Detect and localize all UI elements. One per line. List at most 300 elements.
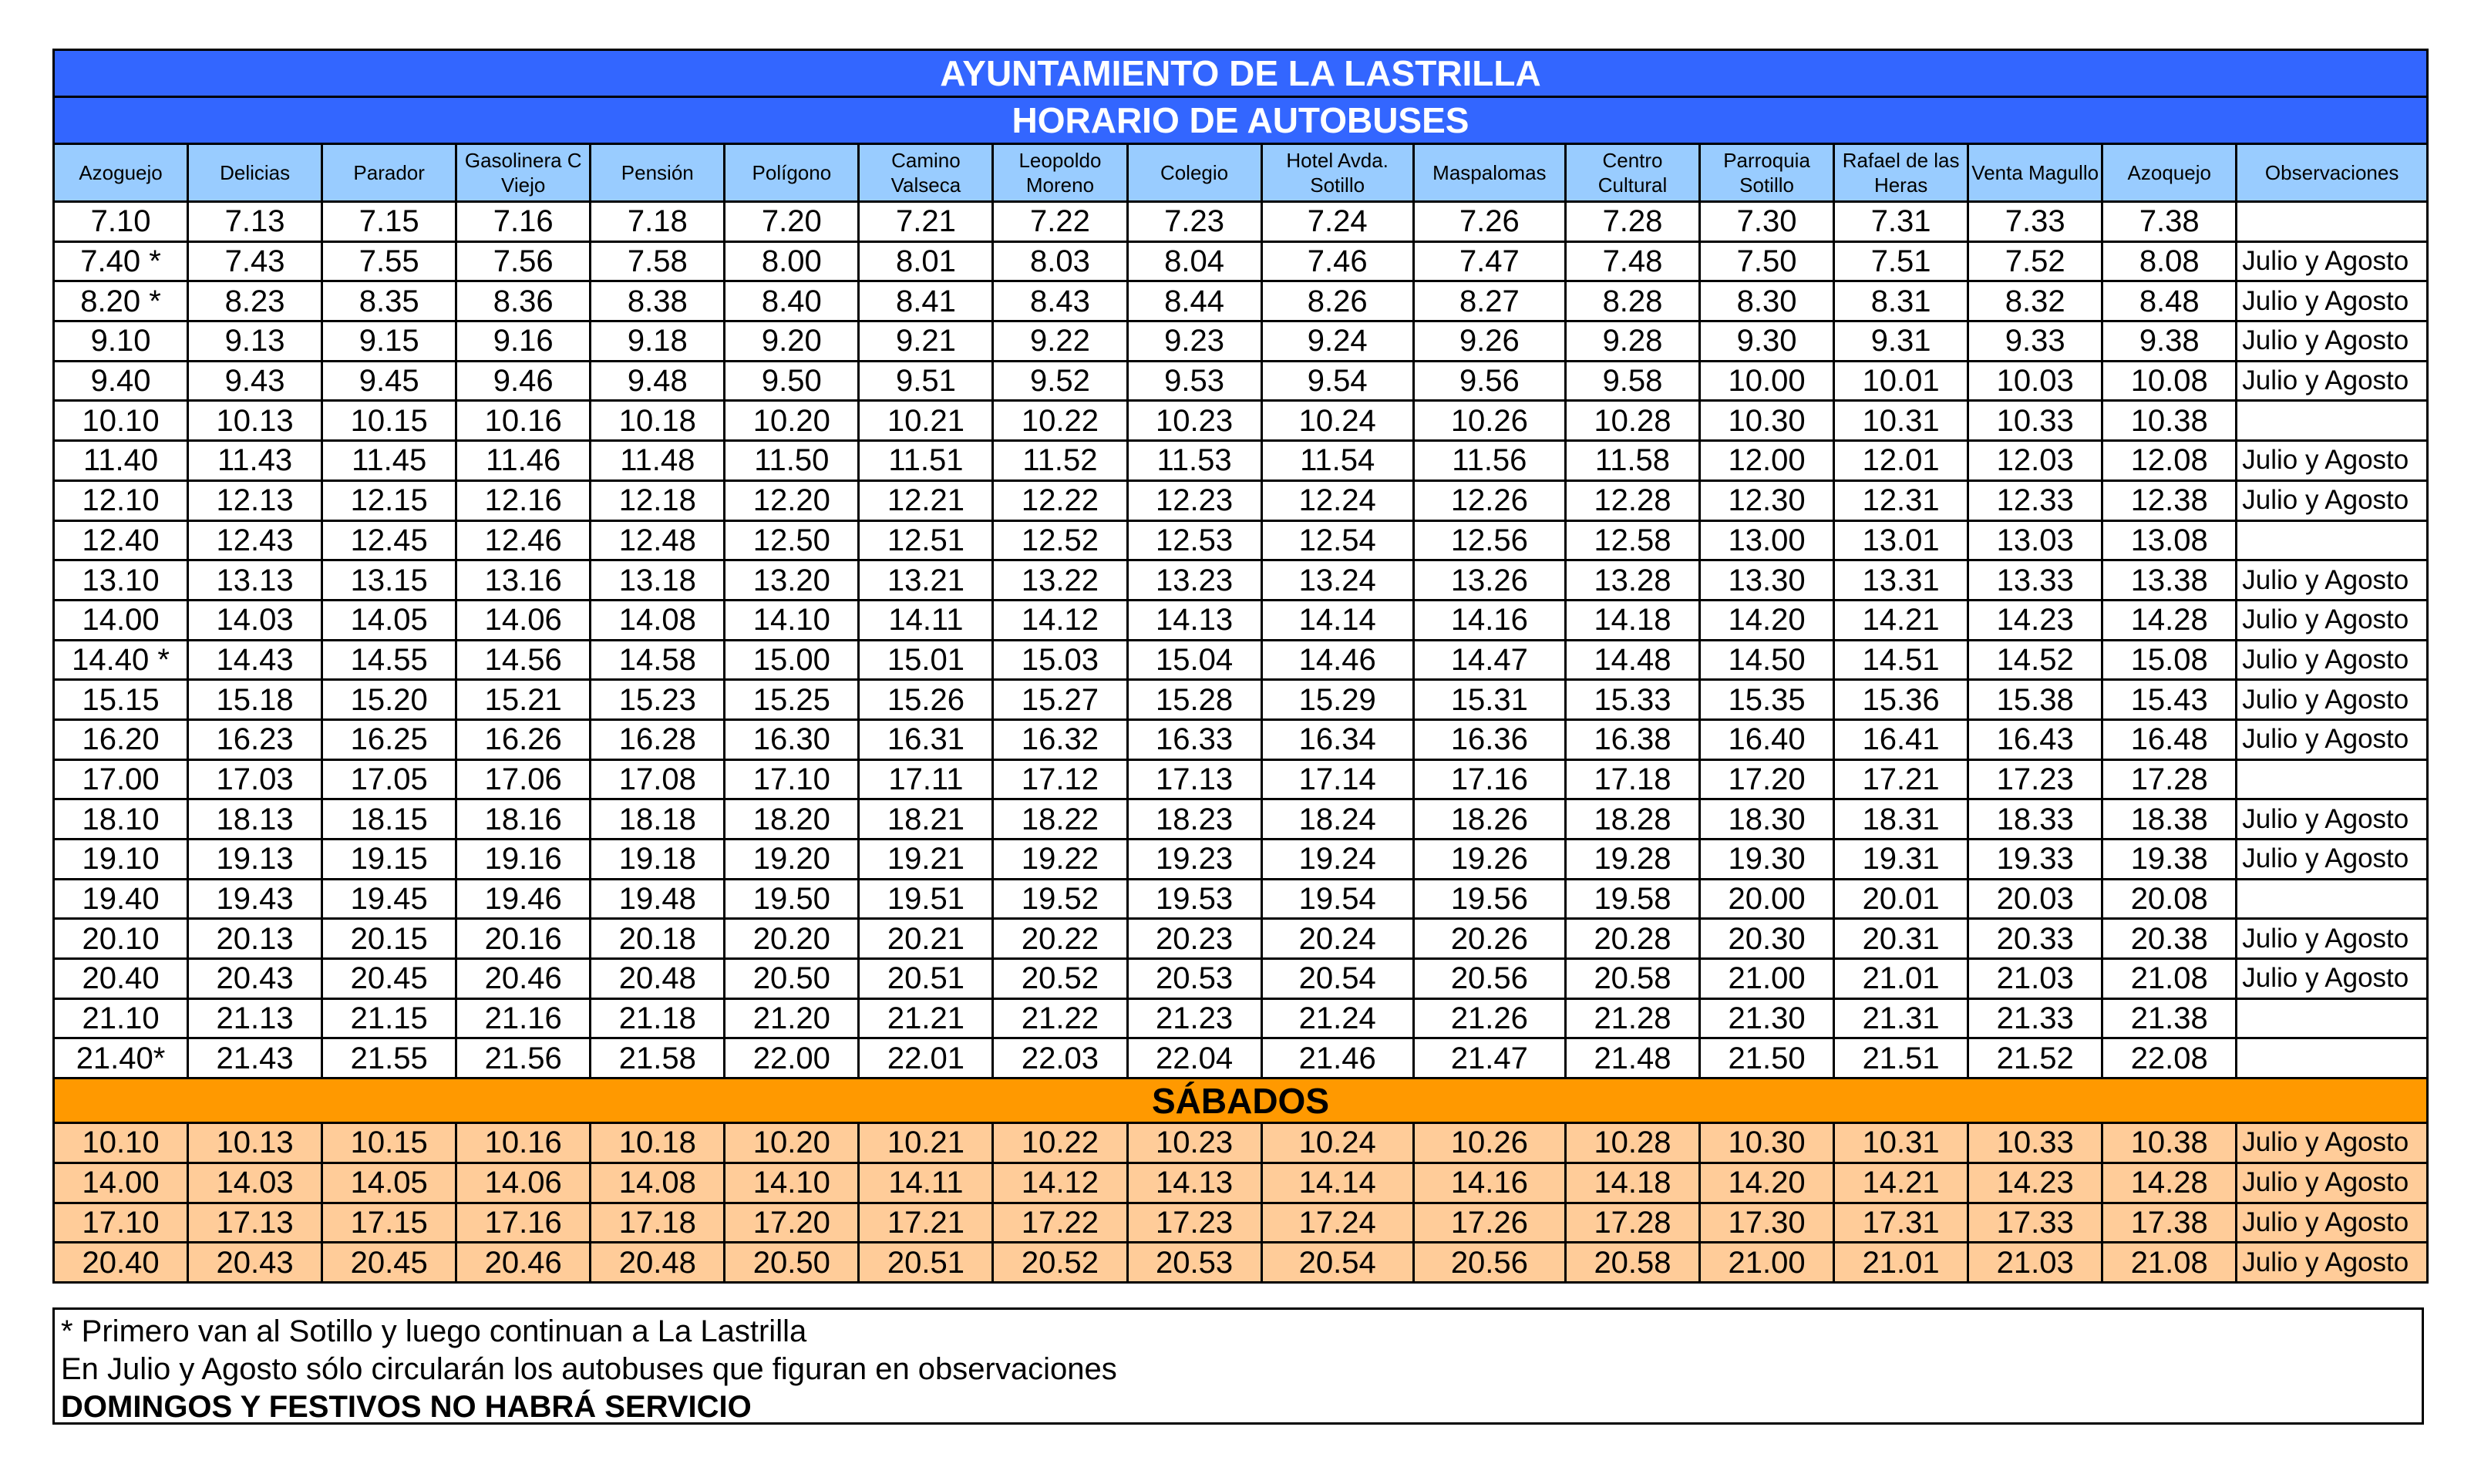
table-row (54, 321, 2428, 362)
time-cell: 8.03 (993, 241, 1127, 281)
time-cell: 9.54 (1261, 361, 1413, 401)
time-cell: 10.31 (1834, 1123, 1968, 1163)
time-cell: 20.03 (1968, 879, 2102, 919)
time-cell: 14.06 (456, 600, 591, 640)
time-cell: 16.26 (456, 719, 591, 759)
time-cell: 21.18 (591, 998, 725, 1038)
time-cell: 20.33 (1968, 919, 2102, 959)
time-cell: 9.30 (1700, 321, 1834, 362)
table-row (54, 241, 2428, 281)
time-cell: 17.21 (1834, 759, 1968, 799)
time-cell: 16.33 (1127, 719, 1261, 759)
time-cell: 20.01 (1834, 879, 1968, 919)
time-cell: 14.16 (1413, 1163, 1565, 1203)
time-cell: 13.21 (859, 560, 993, 601)
observation-cell: Julio y Agosto (2237, 919, 2428, 959)
time-cell: 15.35 (1700, 680, 1834, 720)
time-cell: 17.31 (1834, 1203, 1968, 1243)
time-cell: 21.16 (456, 998, 591, 1038)
time-cell: 20.16 (456, 919, 591, 959)
time-cell: 10.23 (1127, 1123, 1261, 1163)
time-cell: 7.48 (1565, 241, 1699, 281)
time-cell: 15.38 (1968, 680, 2102, 720)
time-cell: 19.38 (2102, 840, 2237, 880)
time-cell: 14.55 (322, 640, 456, 680)
time-cell: 7.52 (1968, 241, 2102, 281)
observation-cell (2237, 520, 2428, 560)
time-cell: 14.16 (1413, 600, 1565, 640)
time-cell: 11.50 (725, 441, 859, 481)
time-cell: 20.08 (2102, 879, 2237, 919)
time-cell: 12.21 (859, 480, 993, 520)
time-cell: 19.28 (1565, 840, 1699, 880)
time-cell: 16.23 (188, 719, 322, 759)
time-cell: 7.46 (1261, 241, 1413, 281)
time-cell: 18.23 (1127, 799, 1261, 840)
time-cell: 12.15 (322, 480, 456, 520)
saturday-heading: SÁBADOS (54, 1079, 2428, 1123)
time-cell: 16.34 (1261, 719, 1413, 759)
time-cell: 16.36 (1413, 719, 1565, 759)
time-cell: 20.15 (322, 919, 456, 959)
time-cell: 7.16 (456, 202, 591, 242)
time-cell: 14.00 (54, 1163, 188, 1203)
time-cell: 9.48 (591, 361, 725, 401)
time-cell: 18.10 (54, 799, 188, 840)
table-row (54, 799, 2428, 840)
time-cell: 10.15 (322, 401, 456, 441)
table-row (54, 998, 2428, 1038)
time-cell: 8.23 (188, 281, 322, 321)
table-row (54, 480, 2428, 520)
observation-cell (2237, 401, 2428, 441)
time-cell: 10.28 (1565, 401, 1699, 441)
time-cell: 20.00 (1700, 879, 1834, 919)
time-cell: 20.38 (2102, 919, 2237, 959)
time-cell: 7.20 (725, 202, 859, 242)
time-cell: 13.13 (188, 560, 322, 601)
time-cell: 15.27 (993, 680, 1127, 720)
observation-cell: Julio y Agosto (2237, 840, 2428, 880)
time-cell: 13.30 (1700, 560, 1834, 601)
time-cell: 22.03 (993, 1038, 1127, 1079)
time-cell: 9.26 (1413, 321, 1565, 362)
time-cell: 17.18 (1565, 759, 1699, 799)
time-cell: 21.46 (1261, 1038, 1413, 1079)
time-cell: 10.33 (1968, 401, 2102, 441)
time-cell: 21.58 (591, 1038, 725, 1079)
time-cell: 21.33 (1968, 998, 2102, 1038)
time-cell: 20.52 (993, 1243, 1127, 1283)
time-cell: 14.21 (1834, 600, 1968, 640)
observation-cell: Julio y Agosto (2237, 321, 2428, 362)
observation-cell: Julio y Agosto (2237, 680, 2428, 720)
time-cell: 10.03 (1968, 361, 2102, 401)
time-cell: 10.18 (591, 1123, 725, 1163)
time-cell: 18.20 (725, 799, 859, 840)
time-cell: 17.05 (322, 759, 456, 799)
time-cell: 10.26 (1413, 401, 1565, 441)
time-cell: 9.43 (188, 361, 322, 401)
table-row (54, 281, 2428, 321)
time-cell: 21.28 (1565, 998, 1699, 1038)
time-cell: 8.38 (591, 281, 725, 321)
time-cell: 13.20 (725, 560, 859, 601)
time-cell: 16.32 (993, 719, 1127, 759)
time-cell: 19.16 (456, 840, 591, 880)
time-cell: 21.40* (54, 1038, 188, 1079)
time-cell: 16.31 (859, 719, 993, 759)
time-cell: 14.52 (1968, 640, 2102, 680)
time-cell: 17.15 (322, 1203, 456, 1243)
column-header: Gasolinera C Viejo (456, 144, 591, 202)
time-cell: 17.08 (591, 759, 725, 799)
time-cell: 15.01 (859, 640, 993, 680)
time-cell: 12.00 (1700, 441, 1834, 481)
observation-cell (2237, 1038, 2428, 1079)
time-cell: 8.43 (993, 281, 1127, 321)
time-cell: 20.45 (322, 959, 456, 999)
time-cell: 12.20 (725, 480, 859, 520)
time-cell: 16.41 (1834, 719, 1968, 759)
time-cell: 14.43 (188, 640, 322, 680)
time-cell: 12.23 (1127, 480, 1261, 520)
time-cell: 20.18 (591, 919, 725, 959)
observation-cell: Julio y Agosto (2237, 480, 2428, 520)
time-cell: 16.28 (591, 719, 725, 759)
time-cell: 17.13 (188, 1203, 322, 1243)
time-cell: 21.01 (1834, 959, 1968, 999)
time-cell: 17.10 (54, 1203, 188, 1243)
note-asterisk: * Primero van al Sotillo y luego continuan a La Lastrilla (61, 1314, 807, 1348)
time-cell: 20.23 (1127, 919, 1261, 959)
time-cell: 14.47 (1413, 640, 1565, 680)
time-cell: 9.51 (859, 361, 993, 401)
column-header: Pensión (591, 144, 725, 202)
time-cell: 7.26 (1413, 202, 1565, 242)
time-cell: 13.01 (1834, 520, 1968, 560)
time-cell: 21.15 (322, 998, 456, 1038)
time-cell: 13.08 (2102, 520, 2237, 560)
time-cell: 14.40 * (54, 640, 188, 680)
time-cell: 18.16 (456, 799, 591, 840)
column-header: Hotel Avda. Sotillo (1261, 144, 1413, 202)
time-cell: 9.21 (859, 321, 993, 362)
time-cell: 19.43 (188, 879, 322, 919)
time-cell: 21.55 (322, 1038, 456, 1079)
time-cell: 20.56 (1413, 1243, 1565, 1283)
time-cell: 18.38 (2102, 799, 2237, 840)
time-cell: 19.30 (1700, 840, 1834, 880)
time-cell: 18.18 (591, 799, 725, 840)
time-cell: 20.51 (859, 1243, 993, 1283)
time-cell: 15.36 (1834, 680, 1968, 720)
time-cell: 12.40 (54, 520, 188, 560)
time-cell: 22.01 (859, 1038, 993, 1079)
note-summer: En Julio y Agosto sólo circularán los autobuses que figuran en observaciones (61, 1352, 1117, 1386)
time-cell: 14.12 (993, 600, 1127, 640)
observation-cell: Julio y Agosto (2237, 1163, 2428, 1203)
time-cell: 8.26 (1261, 281, 1413, 321)
observation-cell: Julio y Agosto (2237, 441, 2428, 481)
time-cell: 7.47 (1413, 241, 1565, 281)
time-cell: 21.23 (1127, 998, 1261, 1038)
column-header: Leopoldo Moreno (993, 144, 1127, 202)
time-cell: 21.03 (1968, 959, 2102, 999)
time-cell: 19.33 (1968, 840, 2102, 880)
table-row (54, 680, 2428, 720)
time-cell: 14.08 (591, 1163, 725, 1203)
time-cell: 14.11 (859, 600, 993, 640)
time-cell: 21.52 (1968, 1038, 2102, 1079)
time-cell: 19.53 (1127, 879, 1261, 919)
time-cell: 12.24 (1261, 480, 1413, 520)
time-cell: 20.40 (54, 1243, 188, 1283)
time-cell: 19.52 (993, 879, 1127, 919)
time-cell: 19.22 (993, 840, 1127, 880)
column-header: Observaciones (2237, 144, 2428, 202)
time-cell: 9.33 (1968, 321, 2102, 362)
time-cell: 10.13 (188, 1123, 322, 1163)
time-cell: 20.50 (725, 1243, 859, 1283)
time-cell: 20.53 (1127, 1243, 1261, 1283)
time-cell: 20.56 (1413, 959, 1565, 999)
time-cell: 8.30 (1700, 281, 1834, 321)
time-cell: 21.00 (1700, 959, 1834, 999)
time-cell: 7.55 (322, 241, 456, 281)
time-cell: 17.28 (1565, 1203, 1699, 1243)
time-cell: 21.03 (1968, 1243, 2102, 1283)
time-cell: 17.20 (1700, 759, 1834, 799)
time-cell: 10.33 (1968, 1123, 2102, 1163)
time-cell: 10.30 (1700, 1123, 1834, 1163)
time-cell: 15.33 (1565, 680, 1699, 720)
time-cell: 20.10 (54, 919, 188, 959)
time-cell: 20.51 (859, 959, 993, 999)
time-cell: 8.04 (1127, 241, 1261, 281)
time-cell: 15.00 (725, 640, 859, 680)
column-header: Parador (322, 144, 456, 202)
time-cell: 12.54 (1261, 520, 1413, 560)
observation-cell: Julio y Agosto (2237, 600, 2428, 640)
time-cell: 10.01 (1834, 361, 1968, 401)
time-cell: 14.21 (1834, 1163, 1968, 1203)
time-cell: 11.46 (456, 441, 591, 481)
table-row (54, 1038, 2428, 1079)
time-cell: 20.20 (725, 919, 859, 959)
time-cell: 12.03 (1968, 441, 2102, 481)
time-cell: 17.16 (1413, 759, 1565, 799)
time-cell: 15.31 (1413, 680, 1565, 720)
time-cell: 10.16 (456, 1123, 591, 1163)
bus-schedule-table (52, 49, 2429, 1284)
observation-cell (2237, 879, 2428, 919)
time-cell: 14.05 (322, 600, 456, 640)
time-cell: 7.23 (1127, 202, 1261, 242)
time-cell: 15.20 (322, 680, 456, 720)
page-title: AYUNTAMIENTO DE LA LASTRILLA (54, 50, 2428, 97)
time-cell: 19.50 (725, 879, 859, 919)
column-header: Parroquia Sotillo (1700, 144, 1834, 202)
time-cell: 19.15 (322, 840, 456, 880)
time-cell: 7.13 (188, 202, 322, 242)
time-cell: 21.08 (2102, 959, 2237, 999)
time-cell: 10.31 (1834, 401, 1968, 441)
time-cell: 17.13 (1127, 759, 1261, 799)
time-cell: 12.56 (1413, 520, 1565, 560)
time-cell: 15.29 (1261, 680, 1413, 720)
time-cell: 10.30 (1700, 401, 1834, 441)
time-cell: 10.22 (993, 401, 1127, 441)
time-cell: 13.10 (54, 560, 188, 601)
time-cell: 7.31 (1834, 202, 1968, 242)
time-cell: 13.16 (456, 560, 591, 601)
time-cell: 12.51 (859, 520, 993, 560)
time-cell: 21.24 (1261, 998, 1413, 1038)
time-cell: 21.31 (1834, 998, 1968, 1038)
time-cell: 20.54 (1261, 959, 1413, 999)
time-cell: 10.16 (456, 401, 591, 441)
time-cell: 20.48 (591, 959, 725, 999)
time-cell: 20.21 (859, 919, 993, 959)
time-cell: 17.30 (1700, 1203, 1834, 1243)
time-cell: 10.22 (993, 1123, 1127, 1163)
time-cell: 10.24 (1261, 1123, 1413, 1163)
time-cell: 7.15 (322, 202, 456, 242)
time-cell: 13.15 (322, 560, 456, 601)
time-cell: 20.45 (322, 1243, 456, 1283)
time-cell: 12.46 (456, 520, 591, 560)
time-cell: 14.10 (725, 600, 859, 640)
time-cell: 14.05 (322, 1163, 456, 1203)
time-cell: 12.43 (188, 520, 322, 560)
time-cell: 16.48 (2102, 719, 2237, 759)
column-header: Colegio (1127, 144, 1261, 202)
time-cell: 17.23 (1968, 759, 2102, 799)
time-cell: 16.20 (54, 719, 188, 759)
time-cell: 10.38 (2102, 401, 2237, 441)
time-cell: 7.18 (591, 202, 725, 242)
observation-cell (2237, 759, 2428, 799)
time-cell: 17.22 (993, 1203, 1127, 1243)
saturday-header-row (54, 1079, 2428, 1123)
time-cell: 10.28 (1565, 1123, 1699, 1163)
time-cell: 19.21 (859, 840, 993, 880)
column-header: Rafael de las Heras (1834, 144, 1968, 202)
time-cell: 12.31 (1834, 480, 1968, 520)
time-cell: 21.22 (993, 998, 1127, 1038)
time-cell: 19.58 (1565, 879, 1699, 919)
time-cell: 17.14 (1261, 759, 1413, 799)
time-cell: 8.28 (1565, 281, 1699, 321)
time-cell: 14.20 (1700, 600, 1834, 640)
column-header: Delicias (188, 144, 322, 202)
time-cell: 10.20 (725, 1123, 859, 1163)
time-cell: 13.38 (2102, 560, 2237, 601)
time-cell: 12.52 (993, 520, 1127, 560)
time-cell: 19.48 (591, 879, 725, 919)
time-cell: 19.51 (859, 879, 993, 919)
time-cell: 21.50 (1700, 1038, 1834, 1079)
time-cell: 21.30 (1700, 998, 1834, 1038)
time-cell: 9.38 (2102, 321, 2237, 362)
time-cell: 12.08 (2102, 441, 2237, 481)
time-cell: 9.13 (188, 321, 322, 362)
time-cell: 13.23 (1127, 560, 1261, 601)
table-row (54, 1243, 2428, 1283)
time-cell: 7.22 (993, 202, 1127, 242)
time-cell: 10.08 (2102, 361, 2237, 401)
time-cell: 18.13 (188, 799, 322, 840)
time-cell: 10.26 (1413, 1123, 1565, 1163)
time-cell: 7.51 (1834, 241, 1968, 281)
time-cell: 7.10 (54, 202, 188, 242)
time-cell: 20.24 (1261, 919, 1413, 959)
time-cell: 22.04 (1127, 1038, 1261, 1079)
time-cell: 11.52 (993, 441, 1127, 481)
time-cell: 15.18 (188, 680, 322, 720)
time-cell: 9.16 (456, 321, 591, 362)
observation-cell: Julio y Agosto (2237, 361, 2428, 401)
time-cell: 13.31 (1834, 560, 1968, 601)
time-cell: 7.33 (1968, 202, 2102, 242)
time-cell: 9.52 (993, 361, 1127, 401)
time-cell: 22.08 (2102, 1038, 2237, 1079)
time-cell: 18.31 (1834, 799, 1968, 840)
time-cell: 21.21 (859, 998, 993, 1038)
time-cell: 19.24 (1261, 840, 1413, 880)
time-cell: 8.00 (725, 241, 859, 281)
time-cell: 21.48 (1565, 1038, 1699, 1079)
table-row (54, 600, 2428, 640)
time-cell: 17.18 (591, 1203, 725, 1243)
time-cell: 11.43 (188, 441, 322, 481)
observation-cell: Julio y Agosto (2237, 281, 2428, 321)
time-cell: 20.43 (188, 959, 322, 999)
time-cell: 20.46 (456, 959, 591, 999)
time-cell: 19.10 (54, 840, 188, 880)
time-cell: 10.38 (2102, 1123, 2237, 1163)
time-cell: 14.08 (591, 600, 725, 640)
time-cell: 14.14 (1261, 1163, 1413, 1203)
notes-box (52, 1307, 2424, 1425)
time-cell: 14.06 (456, 1163, 591, 1203)
time-cell: 12.13 (188, 480, 322, 520)
time-cell: 20.54 (1261, 1243, 1413, 1283)
time-cell: 17.20 (725, 1203, 859, 1243)
time-cell: 17.12 (993, 759, 1127, 799)
time-cell: 8.48 (2102, 281, 2237, 321)
time-cell: 11.40 (54, 441, 188, 481)
time-cell: 12.38 (2102, 480, 2237, 520)
time-cell: 18.30 (1700, 799, 1834, 840)
time-cell: 10.24 (1261, 401, 1413, 441)
time-cell: 17.28 (2102, 759, 2237, 799)
column-header: Camino Valseca (859, 144, 993, 202)
time-cell: 20.22 (993, 919, 1127, 959)
observation-cell: Julio y Agosto (2237, 1243, 2428, 1283)
table-row (54, 879, 2428, 919)
table-row (54, 1163, 2428, 1203)
time-cell: 9.40 (54, 361, 188, 401)
time-cell: 16.38 (1565, 719, 1699, 759)
time-cell: 9.50 (725, 361, 859, 401)
time-cell: 19.31 (1834, 840, 1968, 880)
note-sundays: DOMINGOS Y FESTIVOS NO HABRÁ SERVICIO (61, 1390, 752, 1424)
time-cell: 14.50 (1700, 640, 1834, 680)
time-cell: 10.10 (54, 1123, 188, 1163)
time-cell: 20.52 (993, 959, 1127, 999)
